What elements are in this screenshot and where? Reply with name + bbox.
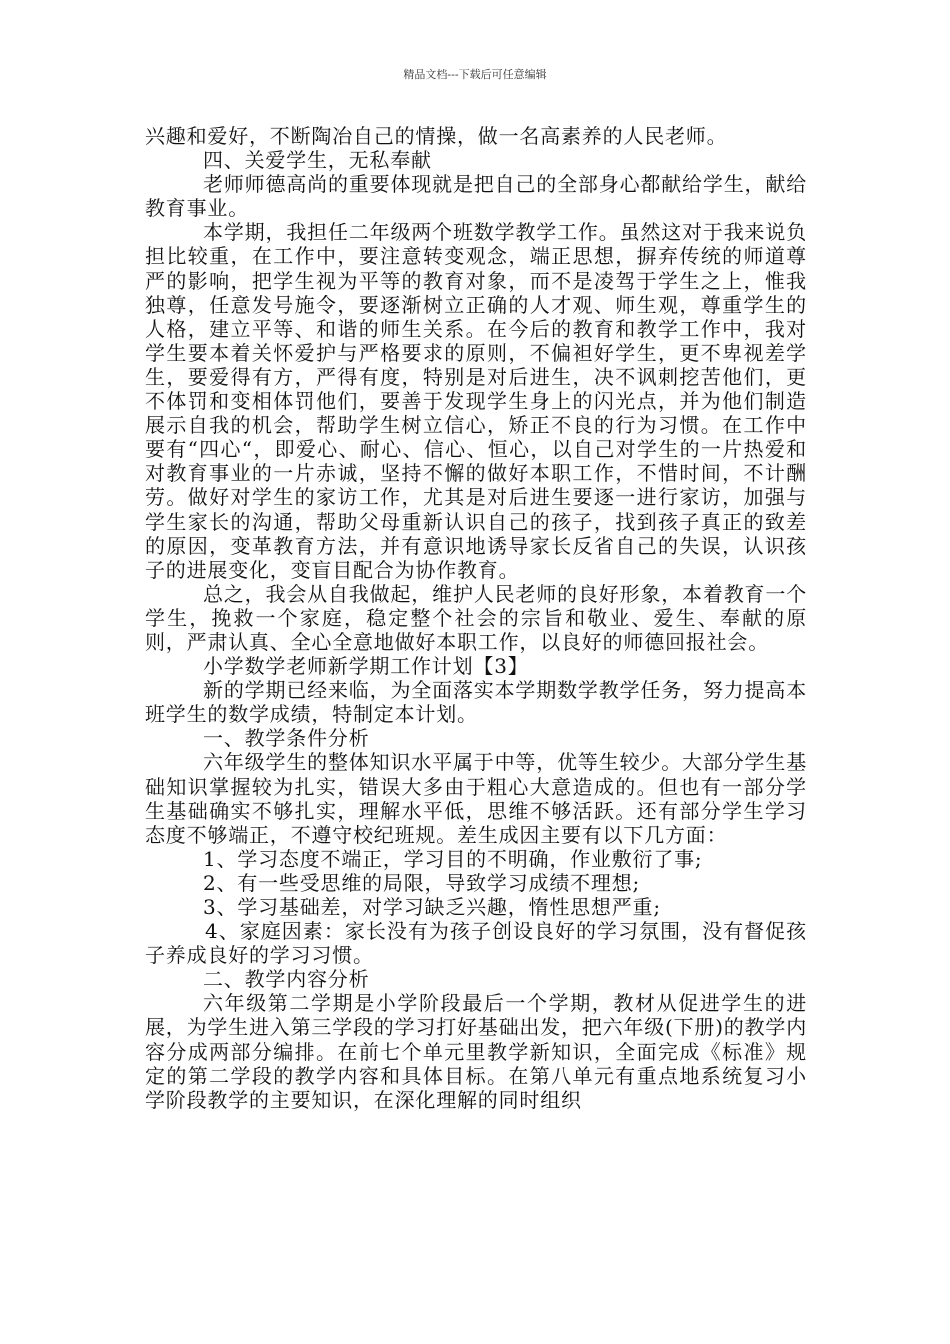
paragraph: 六年级第二学期是小学阶段最后一个学期，教材从促进学生的进展，为学生进入第三学段的学习打好基础出发，把六年级(下册)的教学内容分成两部分编排。在前七个单元里教学新知识，全面完成《标准》规定的第二学段的教学内容和具体目标。在第八单元有重点地系统复习小学阶段教学的主要知识，在深化理解的同时组织 <box>145 991 808 1112</box>
list-item: 3、学习基础差，对学习缺乏兴趣，惰性思想严重; <box>203 895 661 919</box>
page-header: 精品文档---下载后可任意编辑 <box>403 68 547 81</box>
section-heading: 二、教学内容分析 <box>203 967 370 992</box>
paragraph: 总之，我会从自我做起，维护人民老师的良好形象，本着教育一个学生，挽救一个家庭，稳定整个社会的宗旨和敬业、爱生、奉献的原则，严肃认真、全心全意地做好本职工作，以良好的师德回报社会。 <box>145 581 807 654</box>
section-heading: 一、教学条件分析 <box>203 726 370 751</box>
paragraph: 六年级学生的整体知识水平属于中等，优等生较少。大部分学生基础知识掌握较为扎实，错误大多由于粗心大意造成的。但也有一部分学生基础确实不够扎实，理解水平低，思维不够活跃。还有部分学生学习态度不够端正，不遵守校纪班规。差生成因主要有以下几方面： <box>145 750 807 847</box>
section-heading: 四、关爱学生，无私奉献 <box>203 148 432 173</box>
paragraph: 本学期，我担任二年级两个班数学教学工作。虽然这对于我来说负担比较重，在工作中，要注意转变观念，端正思想，摒弃传统的师道尊严的影响，把学生视为平等的教育对象，而不是凌驾于学生之上，惟我独尊，任意发号施令，要逐渐树立正确的人才观、师生观，尊重学生的人格，建立平等、和谐的师生关系。在今后的教育和教学工作中，我对学生要本着关怀爱护与严格要求的原则，不偏袒好学生，更不卑视差学生，要爱得有方，严得有度，特别是对后进生，决不讽刺挖苦他们，更不体罚和变相体罚他们，要善于发现学生身上的闪光点，并为他们制造展示自我的机会，帮助学生树立信心，矫正不良的行为习惯。在工作中要有“四心“，即爱心、耐心、信心、恒心，以自己对学生的一片热爱和对教育事业的一片赤诚，坚持不懈的做好本职工作，不惜时间，不计酬劳。做好对学生的家访工作，尤其是对后进生要逐一进行家访，加强与学生家长的沟通，帮助父母重新认识自己的孩子，找到孩子真正的致差的原因，变革教育方法，并有意识地诱导家长反省自己的失误，认识孩子的进展变化，变盲目配合为协作教育。 <box>145 220 807 582</box>
document-body <box>145 124 807 1112</box>
paragraph: 兴趣和爱好，不断陶冶自己的情操，做一名高素养的人民老师。 <box>145 124 728 148</box>
list-item: 1、学习态度不端正，学习目的不明确，作业敷衍了事; <box>203 846 703 871</box>
paragraph: 老师师德高尚的重要体现就是把自己的全部身心都献给学生，献给教育事业。 <box>145 172 807 221</box>
list-item: 4、家庭因素：家长没有为孩子创设良好的学习氛围，没有督促孩子养成良好的学习习惯。 <box>145 919 807 968</box>
paragraph: 新的学期已经来临，为全面落实本学期数学教学任务，努力提高本班学生的数学成绩，特制定本计划。 <box>145 678 807 727</box>
list-item: 2、有一些受思维的局限，导致学习成绩不理想; <box>203 870 641 895</box>
article-title: 小学数学老师新学期工作计划【3】 <box>203 654 529 679</box>
